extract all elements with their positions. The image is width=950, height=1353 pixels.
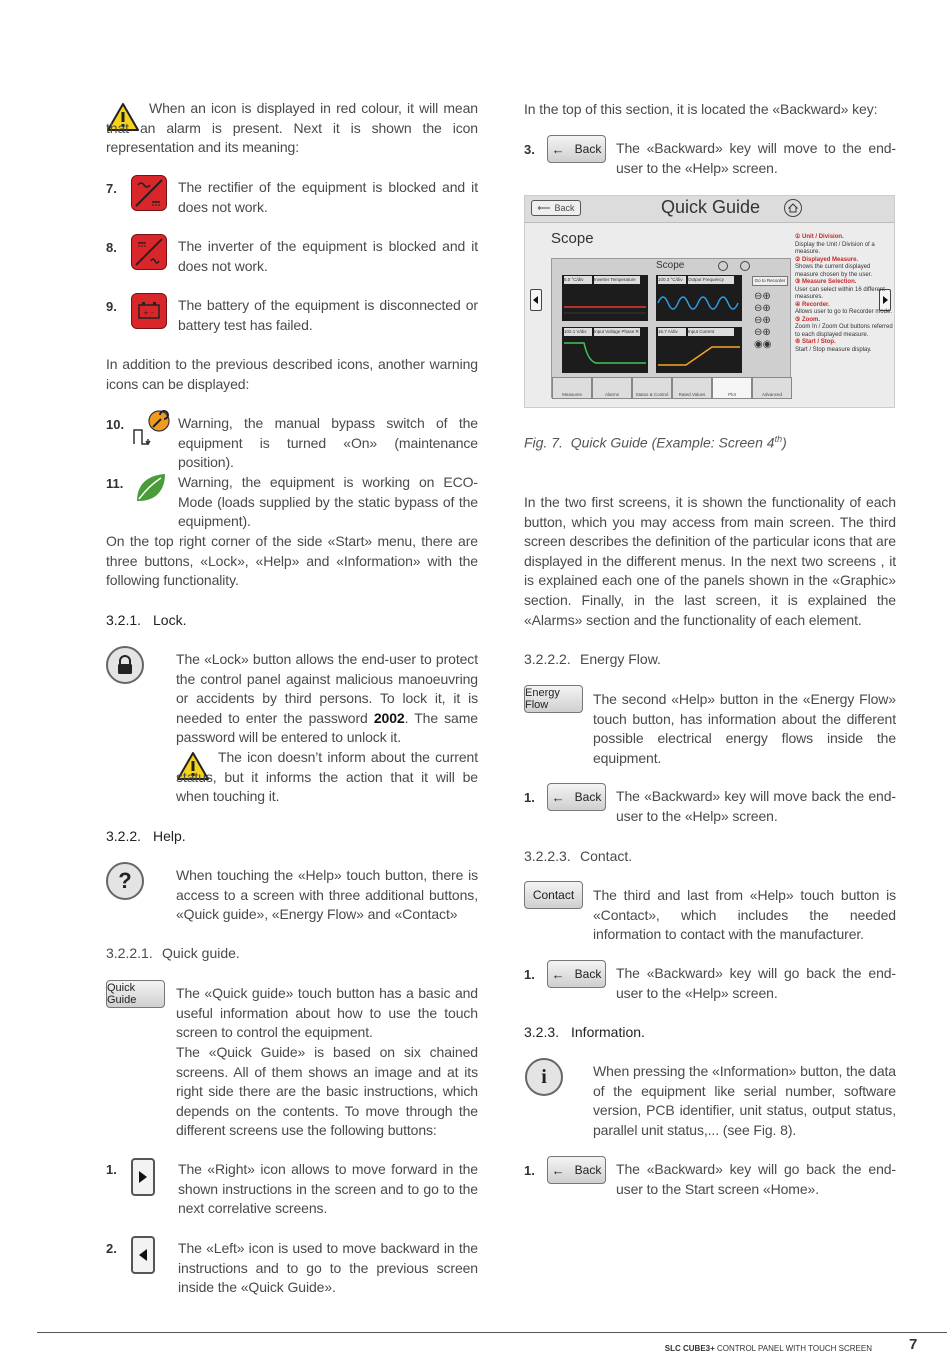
bypass-wrench-icon — [131, 410, 171, 448]
quick-guide-description: The «Quick guide» touch button has a basic and useful information about how to use the touch screen to control the equipment. — [176, 985, 478, 1041]
plot-inverter-temperature — [562, 275, 648, 321]
step-text: The «Backward» key will go back the end-user to the Start screen «Home». — [616, 1161, 896, 1197]
figure-back-button: ⟵ Back — [531, 200, 581, 216]
energy-flow-description: The second «Help» button in the «Energy Flow» touch button, has information about the different possible electrical energy flows inside the equipment. — [593, 691, 896, 766]
quick-guide-button[interactable]: Quick Guide — [106, 980, 165, 1008]
quick-guide-figure — [524, 195, 895, 408]
unit-division-chip: 100.3 °C/div — [658, 276, 686, 284]
figure-note: ④ Recorder. Allows user to go to Recorder mode. — [795, 301, 893, 315]
unit-division-chip: 16.7 A/div — [658, 328, 686, 336]
item-number: 1. — [524, 967, 535, 982]
section-title-contact: Contact. — [580, 848, 633, 864]
figure-note: ③ Measure Selection. User can select within 16 different measures. — [795, 279, 885, 300]
left-icon-description: The «Left» icon is used to move backward in the instructions and to go to the previous screen inside the «Quick Guide». — [178, 1240, 478, 1296]
section-title-lock: Lock. — [153, 612, 187, 628]
item-number: 2. — [106, 1241, 117, 1256]
tab-advanced: Advanced — [752, 377, 792, 399]
eco-leaf-icon — [133, 471, 167, 505]
item-number: 8. — [106, 240, 117, 255]
item-number: 1. — [524, 790, 535, 805]
help-question-icon: ? — [106, 862, 144, 900]
alarm-intro-text: When an icon is displayed in red colour, it will mean that an alarm is present. Next it is shown the icon representation and its meaning: — [106, 100, 478, 156]
item-number: 10. — [106, 417, 125, 432]
item-number: 7. — [106, 181, 117, 196]
item-number: 1. — [106, 1162, 117, 1177]
zoom-buttons-icon: ⊖⊕ ⊖⊕ ⊖⊕ ⊖⊕ ◉◉ — [754, 291, 772, 350]
information-icon: i — [525, 1058, 563, 1096]
measure-chip: Inverter Temperature — [594, 276, 640, 284]
inner-scope-title: Scope — [656, 260, 685, 271]
back-arrow-icon: ← — [551, 789, 565, 805]
back-arrow-icon: ⟵ — [537, 202, 551, 213]
item-text: The rectifier of the equipment is blocked and it does not work. — [178, 179, 478, 215]
figure-note: ⑤ Zoom. Zoom In / Zoom Out buttons referred to each displayed measure. — [795, 316, 893, 338]
figure-note: ② Displayed Measure. Shows the current displayed measure chosen by the user. — [795, 256, 873, 278]
item-number: 1. — [524, 1163, 535, 1178]
tab-status-control: Status & Control — [632, 377, 672, 399]
step-text: The «Backward» key will go back the end-user to the «Help» screen. — [616, 965, 896, 1001]
footer-product: SLC CUBE3+ — [664, 1344, 715, 1353]
additional-text: In addition to the previous described icons, another warning icons can be displayed: — [106, 356, 478, 392]
screens-description: In the two first screens, it is shown the functionality of each button, which you may access from main screen. The third screen describes the definition of the particular icons that are displayed in the different menus. In the next two screens , it is explained each one of the panels shown in the «Graphic» section. Finally, in the last screen, it is explained the «Alarms» section and the functionality of each element. — [524, 494, 896, 628]
step-text: The «Backward» key will move back the end-user to the «Help» screen. — [616, 788, 896, 824]
item-text: The battery of the equipment is disconnected or battery test has failed. — [178, 297, 478, 333]
back-arrow-icon: ← — [551, 966, 565, 982]
right-icon-description: The «Right» icon allows to move forward in the shown instructions in the screen and to go to the next correlative screens. — [178, 1161, 478, 1217]
footer-subtitle: CONTROL PANEL WITH TOUCH SCREEN — [717, 1344, 872, 1353]
unit-division-chip: 102.1 V/div — [564, 328, 592, 336]
contact-button[interactable]: Contact — [524, 881, 583, 909]
item-text: The inverter of the equipment is blocked and it does not work. — [178, 238, 478, 274]
measure-chip: Input Current — [688, 328, 734, 336]
back-arrow-icon: ← — [551, 1162, 565, 1178]
contact-description: The third and last from «Help» touch button is «Contact», which includes the needed information to contact with the manufacturer. — [593, 887, 896, 943]
go-to-recorder-button: Go to Recorder — [752, 276, 788, 286]
left-arrow-icon[interactable] — [131, 1236, 155, 1274]
footer-title — [665, 1344, 872, 1353]
figure-tab-bar — [552, 377, 792, 399]
backward-intro: In the top of this section, it is located the «Backward» key: — [524, 101, 878, 117]
inverter-blocked-icon — [131, 234, 167, 270]
step-text: The «Backward» key will move to the end-user to the «Help» screen. — [616, 140, 896, 176]
item-text: Warning, the manual bypass switch of the equipment is turned «On» (maintenance position). — [178, 415, 478, 471]
section-title-quick-guide: Quick guide. — [162, 945, 240, 961]
tab-alarms: Alarms — [592, 377, 632, 399]
figure-caption: Fig. 7. Quick Guide (Example: Screen 4th) — [524, 434, 787, 451]
section-title-energy-flow: Energy Flow. — [580, 651, 661, 667]
item-text: Warning, the equipment is working on ECO-Mode (loads supplied by the static bypass of the equipment). — [178, 474, 478, 530]
figure-left-arrow-icon — [530, 289, 542, 311]
plot-input-current — [656, 327, 742, 373]
scope-panel — [551, 258, 791, 398]
plot-output-frequency — [656, 275, 742, 321]
rectifier-blocked-icon — [131, 175, 167, 211]
section-number: 3.2.2.3. — [524, 848, 571, 864]
back-arrow-icon: ← — [551, 141, 565, 157]
tab-plot: Plot — [712, 377, 752, 399]
section-number: 3.2.3. — [524, 1024, 560, 1040]
right-arrow-icon[interactable] — [131, 1158, 155, 1196]
lock-password: 2002 — [373, 709, 405, 726]
svg-text:+ -: + - — [143, 309, 154, 317]
lock-note: The icon doesn’t inform about the current status, but it informs the action that it will be when touching it. — [176, 749, 478, 805]
section-number: 3.2.2.1. — [106, 945, 153, 961]
battery-alarm-icon — [131, 293, 167, 329]
figure-scope-title: Scope — [551, 230, 594, 247]
lock-icon — [106, 646, 144, 684]
footer-rule — [37, 1332, 947, 1333]
section-number: 3.2.2. — [106, 828, 142, 844]
gear-icon — [740, 261, 750, 271]
plot-input-voltage — [562, 327, 648, 373]
back-button[interactable]: ← Back — [547, 783, 606, 811]
section-number: 3.2.1. — [106, 612, 142, 628]
energy-flow-button[interactable]: Energy Flow — [524, 685, 583, 713]
back-button[interactable]: ← Back — [547, 135, 606, 163]
home-icon — [784, 199, 802, 217]
information-description: When pressing the «Information» button, the data of the equipment like serial number, software version, PCB identifier, unit status, output status, parallel unit status,... (see Fig. 8). — [593, 1063, 896, 1138]
measure-chip: Input Voltage Phase R — [594, 329, 639, 334]
unit-division-chip: 5.0 °C/div — [564, 276, 592, 284]
figure-title: Quick Guide — [661, 197, 761, 217]
home-icon — [718, 261, 728, 271]
start-menu-text: On the top right corner of the side «Start» menu, there are three buttons, «Lock», «Help» and «Information» with the following functionality. — [106, 533, 478, 589]
page-number: 7 — [909, 1336, 918, 1353]
section-number: 3.2.2.2. — [524, 651, 571, 667]
section-title-information: Information. — [571, 1024, 645, 1040]
figure-notes — [795, 234, 893, 354]
lock-description: The «Lock» button allows the end-user to protect the control panel against malicious manoeuvring or accidents by third persons. To lock it, it is needed to enter the password 2002. The same password will be entered to unlock it. — [176, 651, 478, 746]
measure-chip: Output Frequency — [688, 276, 734, 284]
tab-measures: Measures — [552, 377, 592, 399]
quick-guide-screens: The «Quick Guide» is based on six chained screens. All of them shows an image and at its right side there are the basic instructions, which depends on the contents. To move through the different screens use the following buttons: — [176, 1044, 478, 1139]
help-description: When touching the «Help» touch button, there is access to a screen with three additional buttons, «Quick guide», «Energy Flow» and «Contact» — [176, 867, 478, 923]
item-number: 9. — [106, 299, 117, 314]
figure-note: ⑥ Start / Stop. Start / Stop measure display. — [795, 339, 872, 353]
item-number: 3. — [524, 142, 535, 157]
back-button[interactable]: ← Back — [547, 1156, 606, 1184]
item-number: 11. — [106, 476, 124, 491]
figure-note: ① Unit / Division. Display the Unit / Division of a measure. — [795, 234, 875, 255]
back-button[interactable]: ← Back — [547, 960, 606, 988]
section-title-help: Help. — [153, 828, 186, 844]
tab-rated-values: Rated Values — [672, 377, 712, 399]
